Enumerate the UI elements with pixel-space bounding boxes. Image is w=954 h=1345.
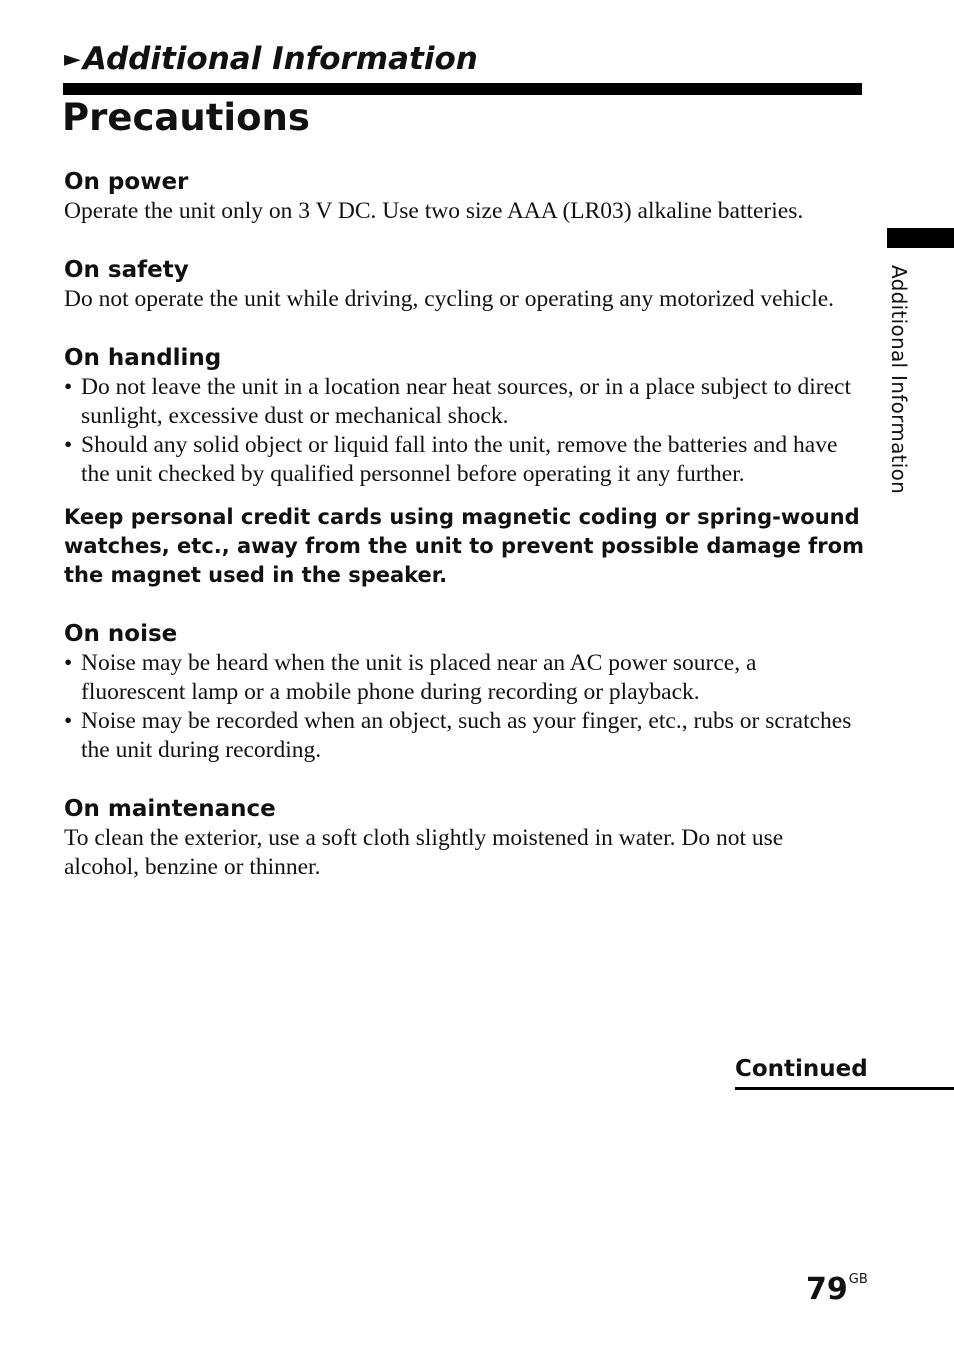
page-number — [806, 1262, 868, 1308]
safety-heading: On safety — [64, 257, 189, 283]
page-title: Precautions — [62, 96, 310, 139]
handling-heading: On handling — [64, 345, 222, 371]
section-header-label: Additional Information — [82, 41, 478, 77]
triangle-arrow-icon: ► — [64, 47, 81, 72]
continued-label: Continued — [735, 1056, 868, 1082]
list-item: • Should any solid object or liquid fall into the unit, remove the batteries and have the unit checked by qualified personnel before operating it any further. — [64, 431, 864, 489]
page-number-suffix: GB — [848, 1272, 868, 1287]
power-heading: On power — [64, 169, 189, 195]
safety-text: Do not operate the unit while driving, cycling or operating any motorized vehicle. — [64, 286, 835, 312]
maintenance-text: To clean the exterior, use a soft cloth slightly moistened in water. Do not use alcohol, benzine or thinner. — [64, 825, 784, 880]
handling-list — [64, 373, 864, 489]
side-tab-label: Additional Information — [887, 265, 911, 495]
header-rule — [63, 83, 862, 95]
list-item: • Do not leave the unit in a location near heat sources, or in a place subject to direct sunlight, excessive dust or mechanical shock. — [64, 373, 864, 431]
magnet-warning: Keep personal credit cards using magnetic coding or spring-wound watches, etc., away from the unit to prevent possible damage from the magnet used in the speaker. — [64, 505, 864, 587]
noise-heading: On noise — [64, 621, 178, 647]
side-tab-marker — [887, 228, 954, 248]
noise-list — [64, 649, 864, 765]
page-number-value: 79 — [806, 1272, 848, 1307]
list-item: • Noise may be recorded when an object, such as your finger, etc., rubs or scratches the unit during recording. — [64, 707, 864, 765]
continued-rule — [735, 1087, 954, 1090]
main-content — [64, 168, 864, 882]
power-text: Operate the unit only on 3 V DC. Use two size AAA (LR03) alkaline batteries. — [64, 198, 804, 224]
list-item: • Noise may be heard when the unit is placed near an AC power source, a fluorescent lamp or a mobile phone during recording or playback. — [64, 649, 864, 707]
section-header — [64, 40, 478, 79]
maintenance-heading: On maintenance — [64, 796, 276, 822]
